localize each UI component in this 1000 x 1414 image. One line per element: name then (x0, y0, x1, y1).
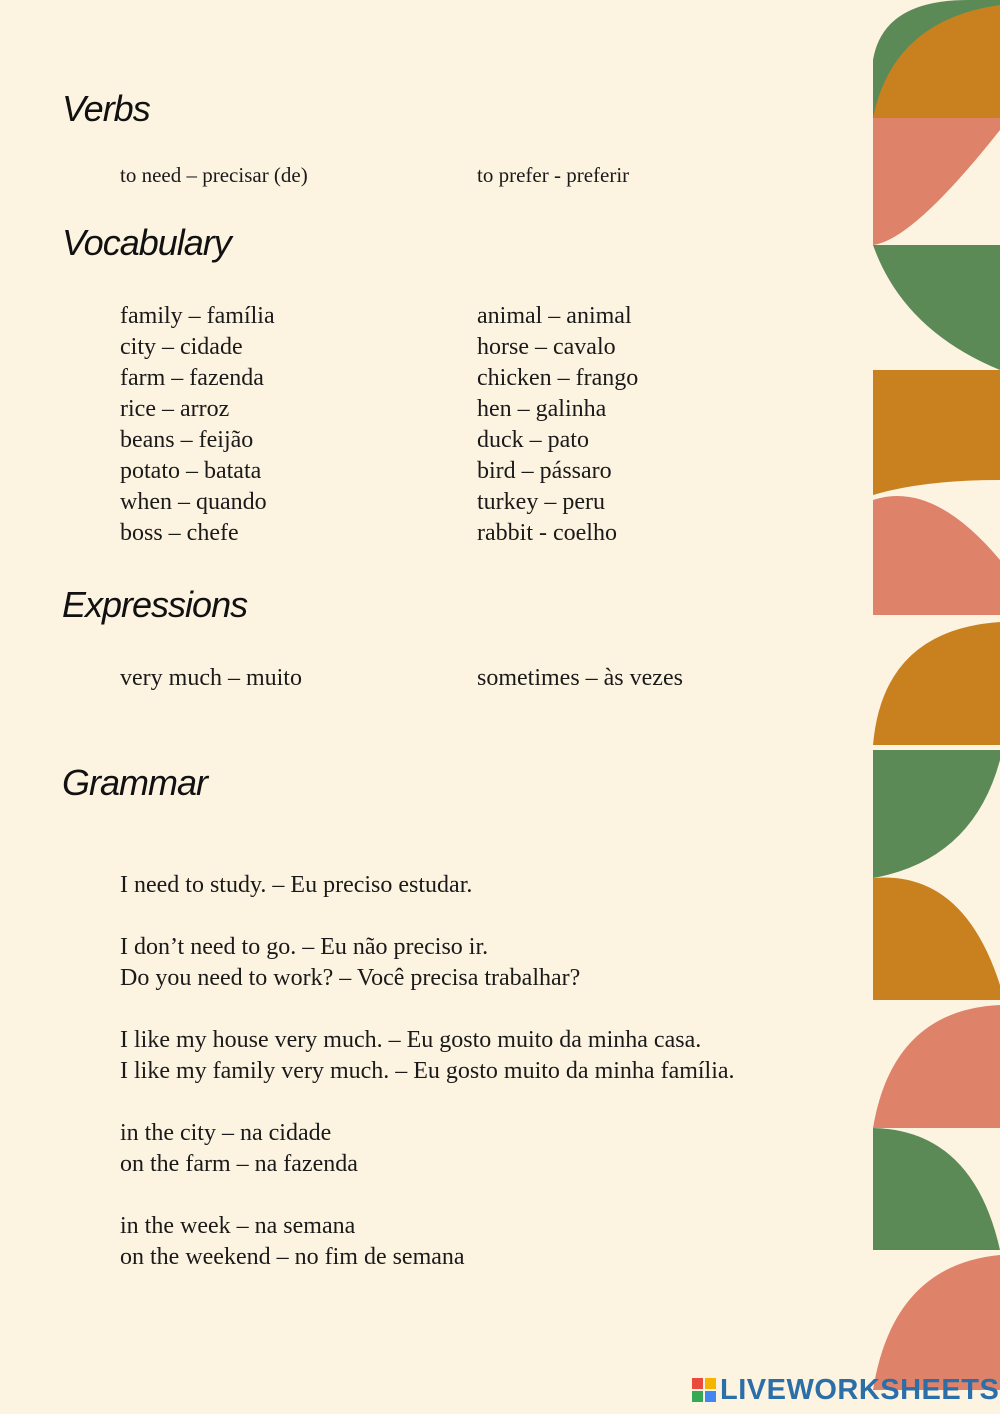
salmon-shape (873, 118, 1000, 245)
vocabulary-item: duck – pato (477, 427, 589, 453)
grammar-line: I need to study. – Eu preciso estudar. (120, 872, 473, 898)
liveworksheets-logo[interactable] (692, 1372, 999, 1408)
vocabulary-item: boss – chefe (120, 520, 239, 546)
vocabulary-heading: Vocabulary (62, 222, 231, 263)
vocabulary-item: horse – cavalo (477, 334, 616, 360)
verbs-row (120, 163, 840, 188)
vocabulary-item: when – quando (120, 489, 267, 515)
logo-text: LIVEWORKSHEETS (720, 1373, 1000, 1406)
salmon-shape (873, 1005, 1000, 1128)
vocabulary-item: beans – feijão (120, 427, 254, 453)
orange-half-circle-shape (873, 622, 1000, 745)
decorative-border (873, 0, 1000, 1390)
grammar-line: in the week – na semana (120, 1213, 356, 1239)
green-shape (873, 1128, 1000, 1250)
vocabulary-item: family – família (120, 303, 275, 329)
grammar-line: on the weekend – no fim de semana (120, 1244, 465, 1270)
vocabulary-item: bird – pássaro (477, 458, 612, 484)
orange-shape (873, 370, 1000, 495)
vocabulary-item: animal – animal (477, 303, 632, 329)
vocabulary-item: farm – fazenda (120, 365, 264, 391)
grammar-line: on the farm – na fazenda (120, 1151, 358, 1177)
liveworksheets-logo-icon (692, 1378, 716, 1402)
vocabulary-item: chicken – frango (477, 365, 639, 391)
vocabulary-right-column (477, 301, 638, 549)
expression-item: sometimes – às vezes (477, 665, 683, 691)
vocabulary-item: potato – batata (120, 458, 262, 484)
grammar-line: Do you need to work? – Você precisa trabalhar? (120, 965, 581, 991)
grammar-heading: Grammar (62, 762, 207, 803)
verb-item: to prefer - preferir (477, 163, 630, 187)
vocabulary-item: rice – arroz (120, 396, 230, 422)
green-shape (873, 245, 1000, 370)
vocabulary-left-column (120, 301, 477, 549)
vocabulary-item: hen – galinha (477, 396, 607, 422)
expressions-row (120, 663, 840, 694)
grammar-line: I like my family very much. – Eu gosto muito da minha família. (120, 1058, 735, 1084)
grammar-line: in the city – na cidade (120, 1120, 332, 1146)
green-shape (873, 750, 1000, 878)
salmon-half-circle-shape (873, 496, 1000, 615)
vocabulary-item: rabbit - coelho (477, 520, 617, 546)
salmon-shape (873, 1255, 1000, 1390)
orange-shape (873, 877, 1000, 1000)
grammar-line: I don’t need to go. – Eu não preciso ir. (120, 934, 489, 960)
grammar-line: I like my house very much. – Eu gosto muito da minha casa. (120, 1027, 702, 1053)
verb-item: to need – precisar (de) (120, 163, 308, 187)
expressions-heading: Expressions (62, 584, 248, 625)
verbs-heading: Verbs (62, 88, 150, 129)
vocabulary-list (120, 301, 840, 549)
expression-item: very much – muito (120, 665, 302, 691)
vocabulary-item: city – cidade (120, 334, 243, 360)
vocabulary-item: turkey – peru (477, 489, 605, 515)
